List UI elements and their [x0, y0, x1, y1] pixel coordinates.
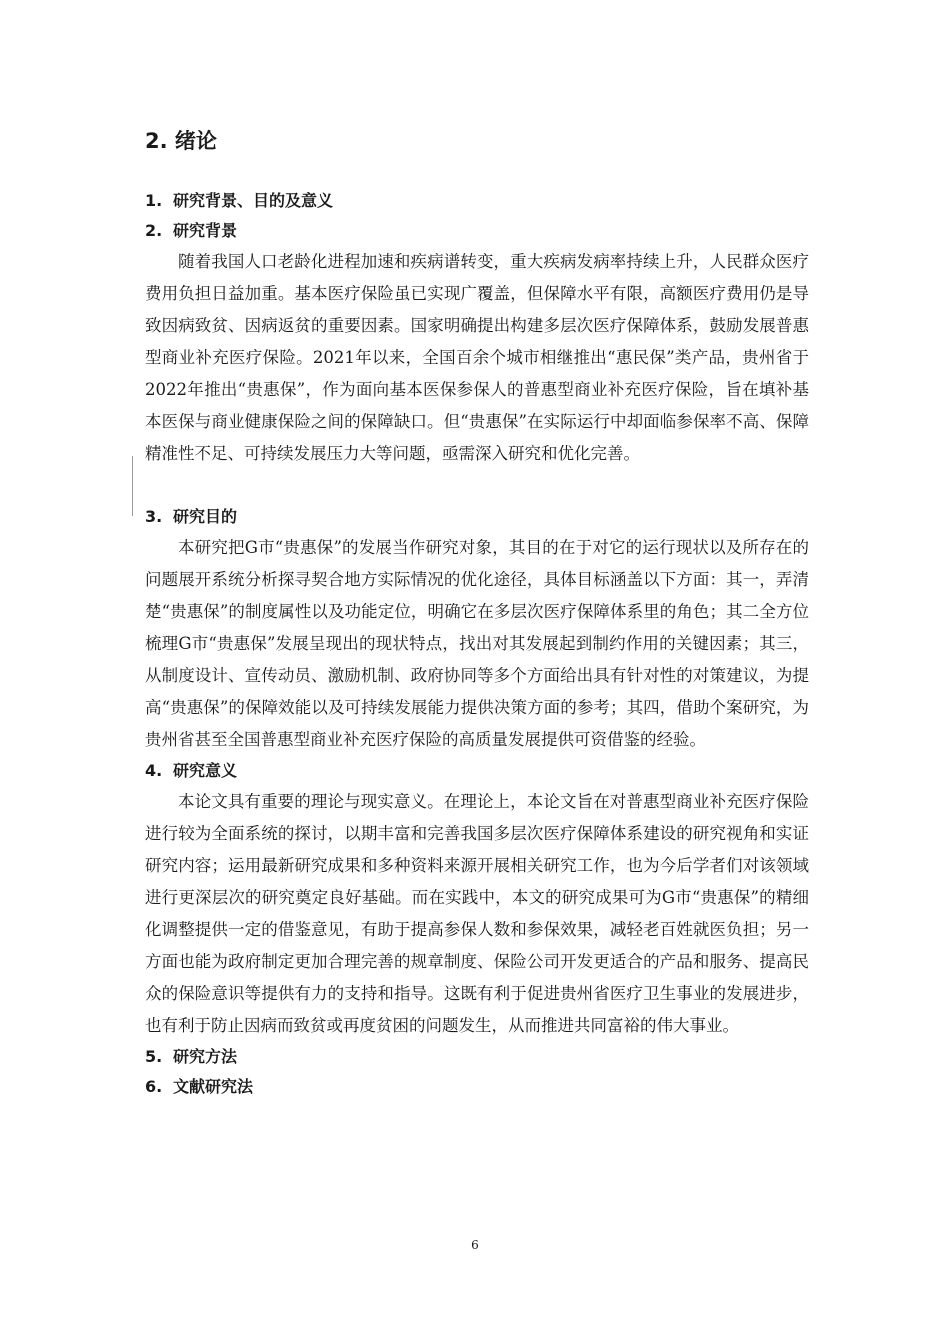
section-heading-5: [145, 1042, 809, 1072]
section-heading-6: [145, 1072, 809, 1102]
heading-text: 研究背景: [173, 221, 238, 240]
chapter-title: 2. 绪论: [145, 129, 217, 153]
page-content: [145, 118, 809, 1102]
heading-text: 研究方法: [173, 1047, 238, 1066]
heading-text: 研究背景、目的及意义: [173, 191, 334, 210]
heading-number: 4.: [145, 761, 163, 780]
heading-number: 3.: [145, 507, 163, 526]
section-heading-3: [145, 502, 809, 532]
page-number: 6: [471, 1238, 479, 1252]
heading-number: 6.: [145, 1077, 163, 1096]
section-heading-2: [145, 216, 809, 246]
margin-revision-mark: [132, 456, 133, 516]
heading-text: 文献研究法: [173, 1077, 254, 1096]
blank-line: [145, 470, 809, 502]
paragraph-significance: 本论文具有重要的理论与现实意义。在理论上，本论文旨在对普惠型商业补充医疗保险进行较为全面系统的探讨，以期丰富和完善我国多层次医疗保障体系建设的研究视角和实证研究内容；运用最新研究成果和多种资料来源开展相关研究工作，也为今后学者们对该领域进行更深层次的研究奠定良好基础。而在实践中，本文的研究成果可为G市“贵惠保”的精细化调整提供一定的借鉴意见，有助于提高参保人数和参保效果，减轻老百姓就医负担；另一方面也能为政府制定更加合理完善的规章制度、保险公司开发更适合的产品和服务、提高民众的保险意识等提供有力的支持和指导。这既有利于促进贵州省医疗卫生事业的发展进步，也有利于防止因病而致贫或再度贫困的问题发生，从而推进共同富裕的伟大事业。: [145, 792, 809, 1035]
section-heading-1: [145, 186, 809, 216]
paragraph-background: 随着我国人口老龄化进程加速和疾病谱转变，重大疾病发病率持续上升，人民群众医疗费用负担日益加重。基本医疗保险虽已实现广覆盖，但保障水平有限，高额医疗费用仍是导致因病致贫、因病返贫的重要因素。国家明确提出构建多层次医疗保障体系，鼓励发展普惠型商业补充医疗保险。2021年以来，全国百余个城市相继推出“惠民保”类产品，贵州省于2022年推出“贵惠保”，作为面向基本医保参保人的普惠型商业补充医疗保险，旨在填补基本医保与商业健康保险之间的保障缺口。但“贵惠保”在实际运行中却面临参保率不高、保障精准性不足、可持续发展压力大等问题，亟需深入研究和优化完善。: [145, 252, 809, 463]
heading-number: 5.: [145, 1047, 163, 1066]
heading-number: 2.: [145, 221, 163, 240]
heading-number: 1.: [145, 191, 163, 210]
paragraph-purpose: 本研究把G市“贵惠保”的发展当作研究对象，其目的在于对它的运行现状以及所存在的问题展开系统分析探寻契合地方实际情况的优化途径，具体目标涵盖以下方面：其一，弄清楚“贵惠保”的制度属性以及功能定位，明确它在多层次医疗保障体系里的角色；其二全方位梳理G市“贵惠保”发展呈现出的现状特点，找出对其发展起到制约作用的关键因素；其三，从制度设计、宣传动员、激励机制、政府协同等多个方面给出具有针对性的对策建议，为提高“贵惠保”的保障效能以及可持续发展能力提供决策方面的参考；其四，借助个案研究，为贵州省甚至全国普惠型商业补充医疗保险的高质量发展提供可资借鉴的经验。: [145, 538, 809, 749]
section-heading-4: [145, 756, 809, 786]
heading-text: 研究目的: [173, 507, 238, 526]
heading-text: 研究意义: [173, 761, 238, 780]
